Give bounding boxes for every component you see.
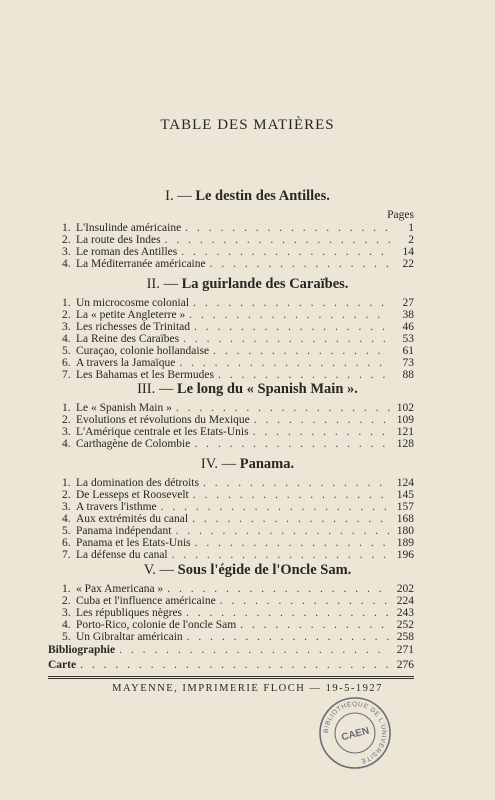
dot-leader [80, 659, 390, 672]
toc-entry[interactable] [62, 549, 414, 562]
toc-entry[interactable] [62, 258, 414, 271]
entry-label: Les richesses de Trinitad [76, 321, 191, 333]
entry-page: 38 [402, 309, 414, 321]
entry-number: 7. [62, 549, 71, 561]
section-number: V. — [143, 562, 175, 578]
entry-page: 46 [402, 321, 414, 333]
section-number: II. — [146, 276, 179, 292]
entry-number: 2. [62, 595, 71, 607]
entry-label: L'Insulinde américaine [76, 222, 182, 234]
entry-number: 3. [62, 501, 71, 513]
section-number: I. — [165, 188, 192, 204]
entry-number: 1. [62, 583, 71, 595]
divider-rule [48, 676, 414, 677]
entry-label: La domination des détroits [76, 477, 199, 489]
entry-page: 53 [402, 333, 414, 345]
entry-number: 1. [62, 477, 71, 489]
dot-leader [194, 438, 390, 451]
entry-number: 2. [62, 309, 71, 321]
entry-label: A travers l'isthme [76, 501, 157, 513]
entry-label: Cuba et l'influence américaine [76, 595, 216, 607]
dot-leader [172, 549, 390, 562]
entry-page: 128 [396, 438, 414, 450]
entry-label: Un Gibraltar américain [76, 631, 183, 643]
entry-label: La Reine des Caraïbes [76, 333, 180, 345]
entry-number: 4. [62, 258, 71, 270]
entry-page: 145 [396, 489, 414, 501]
entry-number: 1. [62, 402, 71, 414]
entry-number: 3. [62, 321, 71, 333]
entry-label: La « petite Angleterre » [76, 309, 186, 321]
entry-number: 2. [62, 414, 71, 426]
entry-number: 1. [62, 297, 71, 309]
entry-label: Bibliographie [48, 644, 116, 656]
entry-label: Les Bahamas et les Bermudes [76, 369, 214, 381]
entry-number: 7. [62, 369, 71, 381]
toc-entry[interactable] [62, 438, 414, 451]
entry-page: 258 [396, 631, 414, 643]
page-title: TABLE DES MATIÈRES [160, 117, 335, 133]
entry-page: 102 [396, 402, 414, 414]
entry-label: Curaçao, colonie hollandaise [76, 345, 210, 357]
entry-number: 5. [62, 345, 71, 357]
entry-page: 224 [396, 595, 414, 607]
section-name: Le long du « Spanish Main ». [176, 381, 358, 397]
dot-leader [119, 644, 390, 657]
entry-page: 124 [396, 477, 414, 489]
stamp-center-text: CAEN [340, 725, 371, 744]
dot-leader [210, 258, 390, 271]
entry-page: 271 [396, 644, 414, 656]
section-heading [0, 188, 495, 205]
entry-label: La Méditerranée américaine [76, 258, 206, 270]
entry-label: Evolutions et révolutions du Mexique [76, 414, 250, 426]
section-number: III. — [137, 381, 174, 397]
entry-label: « Pax Americana » [76, 583, 164, 595]
divider-rule [48, 678, 414, 679]
entry-label: De Lesseps et Roosevelt [76, 489, 189, 501]
entry-page: 168 [396, 513, 414, 525]
entry-page: 73 [402, 357, 414, 369]
entry-page: 1 [408, 222, 414, 234]
section-heading [0, 456, 495, 473]
entry-page: 27 [402, 297, 414, 309]
entry-page: 157 [396, 501, 414, 513]
entry-number: 3. [62, 426, 71, 438]
entry-page: 180 [396, 525, 414, 537]
entry-number: 3. [62, 246, 71, 258]
entry-page: 61 [402, 345, 414, 357]
entry-page: 109 [396, 414, 414, 426]
section-name: La guirlande des Caraïbes. [181, 276, 349, 292]
entry-page: 121 [396, 426, 414, 438]
entry-label: Un microcosme colonial [76, 297, 190, 309]
section-heading [0, 381, 495, 398]
entry-label: Le « Spanish Main » [76, 402, 172, 414]
entry-label: La défense du canal [76, 549, 168, 561]
entry-number: 5. [62, 525, 71, 537]
entry-page: 243 [396, 607, 414, 619]
entry-page: 202 [396, 583, 414, 595]
dot-leader [187, 631, 390, 644]
entry-number: 4. [62, 438, 71, 450]
entry-label: Aux extrémités du canal [76, 513, 189, 525]
section-name: Sous l'égide de l'Oncle Sam. [177, 562, 352, 578]
entry-page: 196 [396, 549, 414, 561]
entry-number: 6. [62, 357, 71, 369]
entry-label: Carte [48, 659, 77, 671]
entry-page: 252 [396, 619, 414, 631]
entry-number: 2. [62, 489, 71, 501]
section-number: IV. — [200, 456, 237, 472]
toc-entry-map[interactable] [48, 659, 414, 672]
entry-label: A travers la Jamaïque [76, 357, 176, 369]
library-stamp [316, 694, 394, 772]
entry-number: 4. [62, 619, 71, 631]
entry-label: Porto-Rico, colonie de l'oncle Sam [76, 619, 237, 631]
section-heading [0, 276, 495, 293]
entry-page: 2 [408, 234, 414, 246]
stamp-ring-text: BIBLIOTHÈQUE DE L'UNIVERSITÉ [322, 700, 388, 765]
entry-label: Les républiques nègres [76, 607, 183, 619]
entry-page: 14 [402, 246, 414, 258]
entry-label: La route des Indes [76, 234, 161, 246]
entry-label: L'Amérique centrale et les Etats-Unis [76, 426, 249, 438]
toc-entry[interactable] [62, 631, 414, 644]
section-heading [0, 562, 495, 579]
entry-number: 5. [62, 631, 71, 643]
section-name: Le destin des Antilles. [195, 188, 330, 204]
entry-number: 4. [62, 513, 71, 525]
entry-number: 6. [62, 537, 71, 549]
entry-label: Panama indépendant [76, 525, 172, 537]
entry-number: 4. [62, 333, 71, 345]
entry-label: Panama et les Etats-Unis [76, 537, 191, 549]
entry-page: 88 [402, 369, 414, 381]
entry-page: 276 [396, 659, 414, 671]
entry-page: 22 [402, 258, 414, 270]
entry-number: 1. [62, 222, 71, 234]
pages-column-label: Pages [387, 209, 414, 221]
section-name: Panama. [239, 456, 295, 472]
entry-label: Le roman des Antilles [76, 246, 178, 258]
entry-page: 189 [396, 537, 414, 549]
entry-label: Carthagène de Colombie [76, 438, 191, 450]
toc-entry-bibliography[interactable] [48, 644, 414, 657]
printer-imprint: MAYENNE, IMPRIMERIE FLOCH — 19-5-1927 [112, 683, 383, 694]
entry-number: 3. [62, 607, 71, 619]
entry-number: 2. [62, 234, 71, 246]
